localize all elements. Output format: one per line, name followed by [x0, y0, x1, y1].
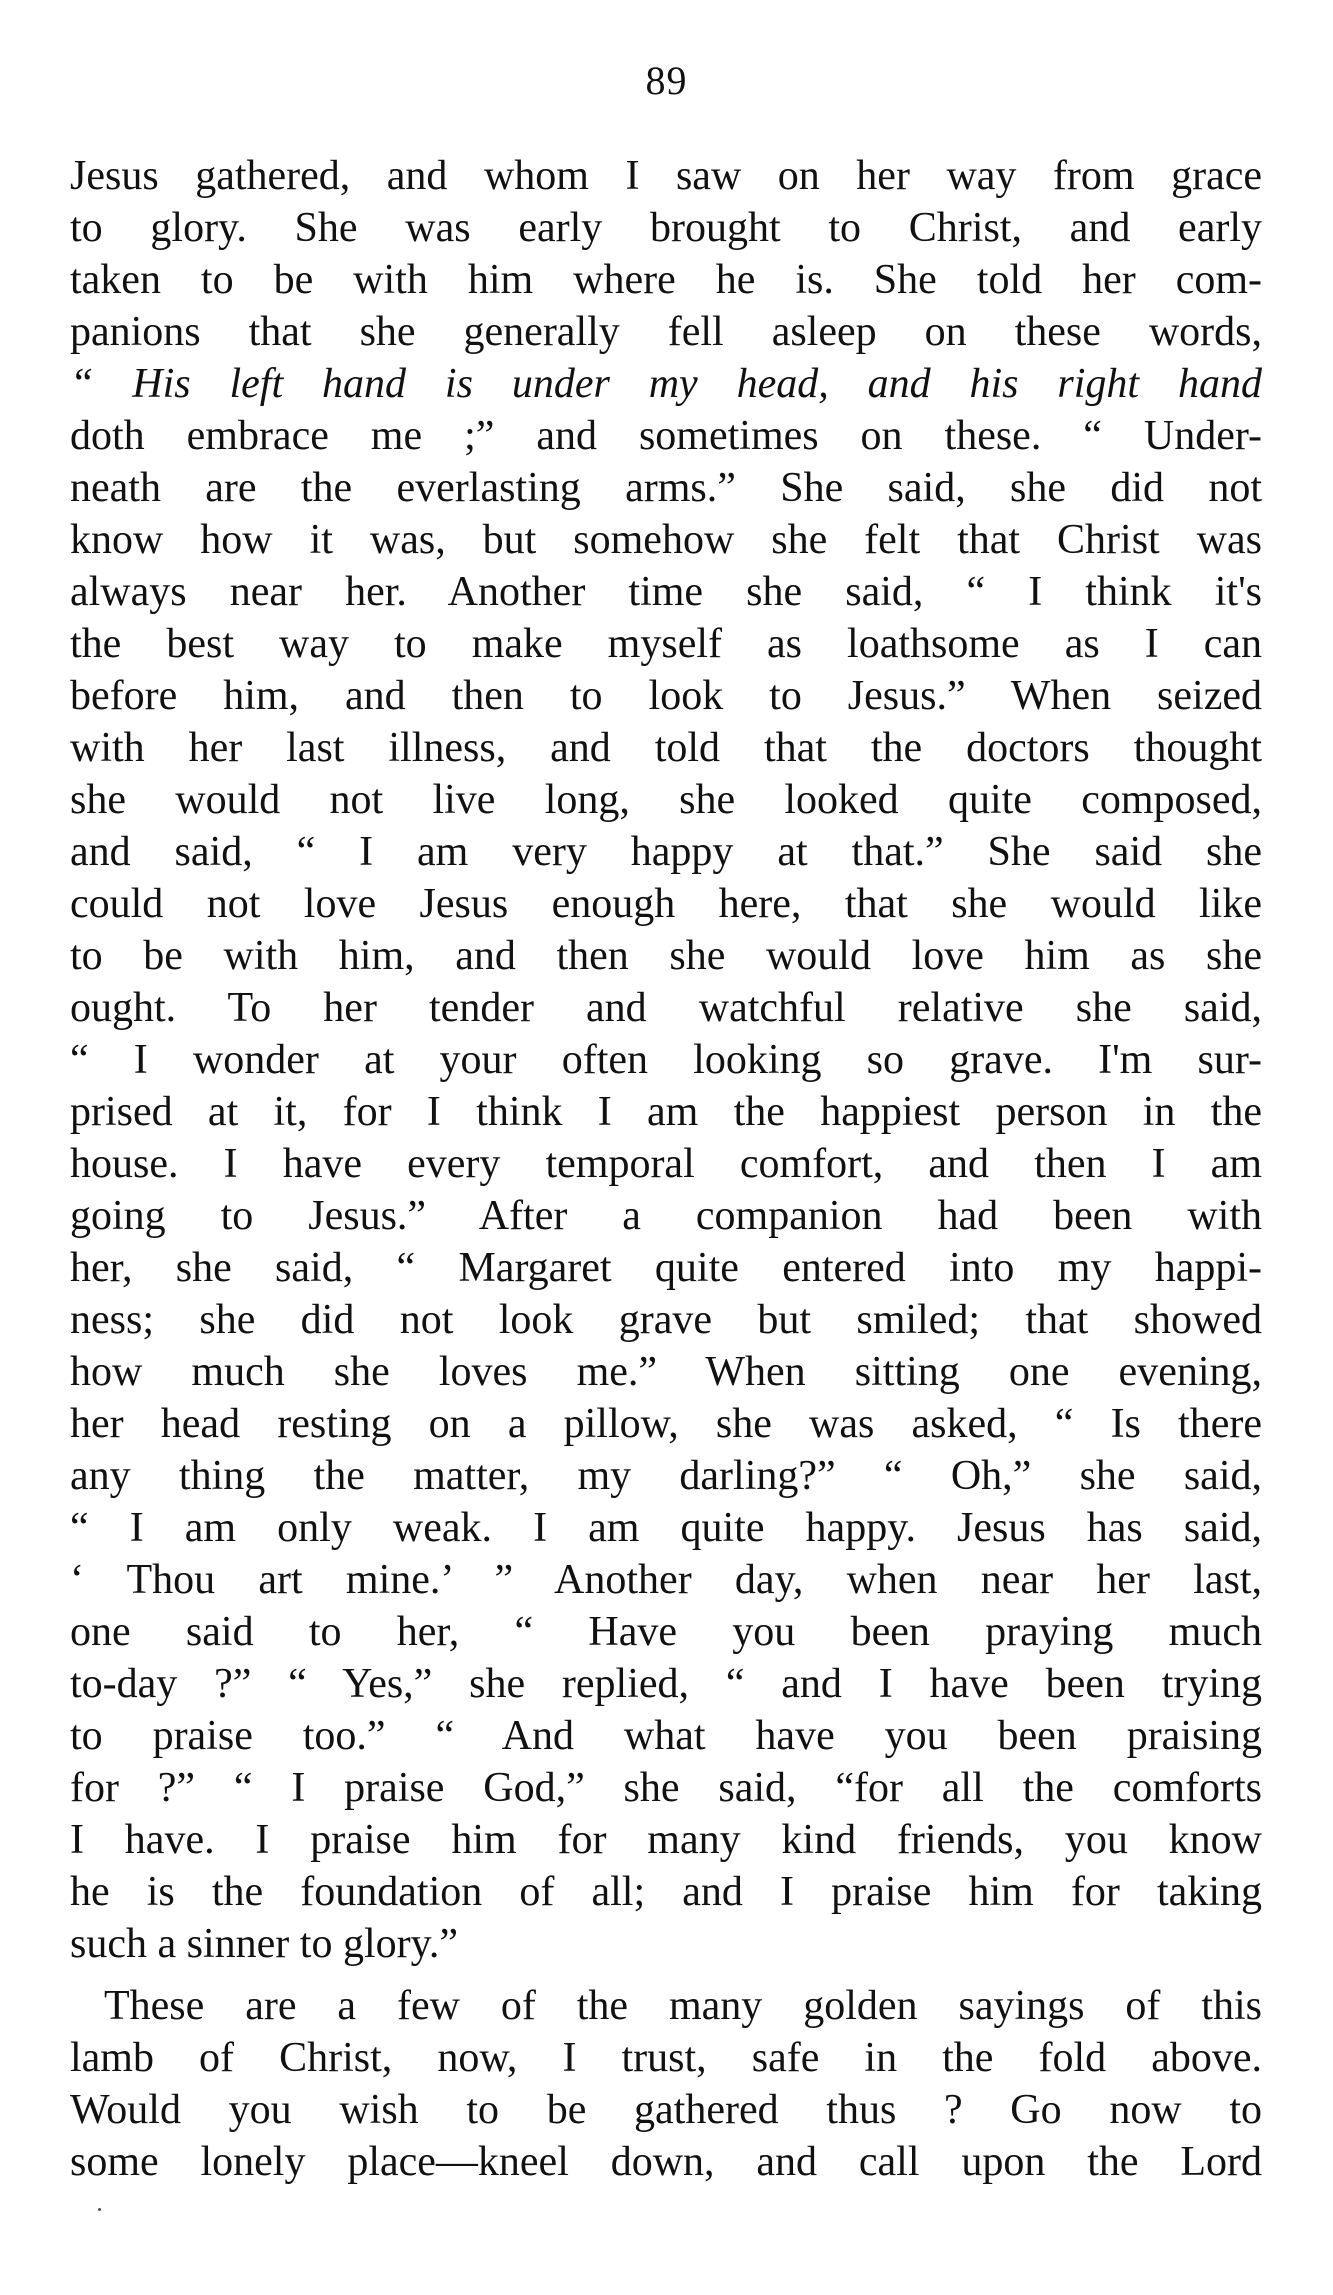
text-line: I have. I praise him for many kind friends, you know [70, 1817, 1262, 1863]
text-line: Jesus gathered, and whom I saw on her way from grace [70, 153, 1262, 199]
text-line: her, she said, “ Margaret quite entered into my happi- [70, 1245, 1262, 1291]
text-line: taken to be with him where he is. She told her com- [70, 257, 1262, 303]
text-line: he is the foundation of all; and I praise him for taking [70, 1869, 1262, 1915]
text-line: to-day ?” “ Yes,” she replied, “ and I have been trying [70, 1661, 1262, 1707]
text-line: always near her. Another time she said, “ I think it's [70, 569, 1262, 615]
print-speck [98, 2208, 101, 2211]
text-line: some lonely place—kneel down, and call upon the Lord [70, 2139, 1262, 2185]
text-line: any thing the matter, my darling?” “ Oh,” she said, [70, 1453, 1262, 1499]
text-line: doth embrace me ;” and sometimes on these. “ Under- [70, 413, 1262, 459]
text-line: could not love Jesus enough here, that she would like [70, 881, 1262, 927]
text-line: prised at it, for I think I am the happiest person in the [70, 1089, 1262, 1135]
text-line: she would not live long, she looked quite composed, [70, 777, 1262, 823]
text-line: before him, and then to look to Jesus.” When seized [70, 673, 1262, 719]
text-line: such a sinner to glory.” [70, 1921, 459, 1967]
body-text [70, 150, 1262, 2188]
text-line: “ I wonder at your often looking so grave. I'm sur- [70, 1037, 1262, 1083]
text-line: the best way to make myself as loathsome as I can [70, 621, 1262, 667]
paragraph-gap [70, 1970, 1262, 1980]
text-line: ‘ Thou art mine.’ ” Another day, when near her last, [70, 1557, 1262, 1603]
text-line: how much she loves me.” When sitting one evening, [70, 1349, 1262, 1395]
text-line: house. I have every temporal comfort, and then I am [70, 1141, 1262, 1187]
text-line: for ?” “ I praise God,” she said, “for all the comforts [70, 1765, 1262, 1811]
text-line: panions that she generally fell asleep on these words, [70, 309, 1262, 355]
page-number: 89 [645, 58, 688, 103]
text-line: know how it was, but somehow she felt that Christ was [70, 517, 1262, 563]
text-line: These are a few of the many golden sayings of this [104, 1983, 1262, 2029]
text-line: lamb of Christ, now, I trust, safe in the fold above. [70, 2035, 1262, 2081]
text-line: and said, “ I am very happy at that.” She said she [70, 829, 1262, 875]
text-line: to glory. She was early brought to Christ, and early [70, 205, 1262, 251]
text-line: “ His left hand is under my head, and his right hand [70, 361, 1262, 407]
text-line: her head resting on a pillow, she was asked, “ Is there [70, 1401, 1262, 1447]
paragraph-2 [70, 1980, 1262, 2188]
text-line: ness; she did not look grave but smiled; that showed [70, 1297, 1262, 1343]
text-line: going to Jesus.” After a companion had been with [70, 1193, 1262, 1239]
text-line: one said to her, “ Have you been praying much [70, 1609, 1262, 1655]
text-line: to be with him, and then she would love him as she [70, 933, 1262, 979]
text-line: “ I am only weak. I am quite happy. Jesus has said, [70, 1505, 1262, 1551]
text-line: ought. To her tender and watchful relative she said, [70, 985, 1262, 1031]
text-line: neath are the everlasting arms.” She said, she did not [70, 465, 1262, 511]
text-line: Would you wish to be gathered thus ? Go now to [70, 2087, 1262, 2133]
paragraph-1 [70, 150, 1262, 1970]
text-line: with her last illness, and told that the doctors thought [70, 725, 1262, 771]
text-line: to praise too.” “ And what have you been praising [70, 1713, 1262, 1759]
